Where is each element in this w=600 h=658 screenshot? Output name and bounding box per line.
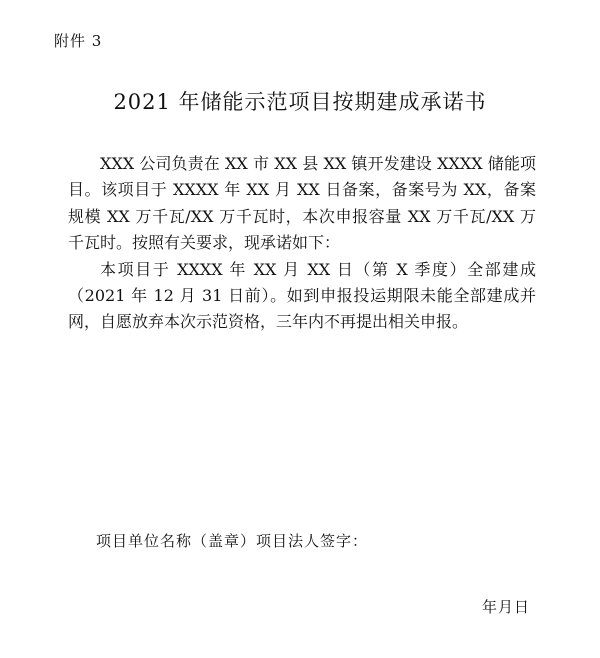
attachment-label: 附件 3 — [54, 32, 103, 50]
signature-label: 项目单位名称（盖章）项目法人签字： — [96, 532, 369, 550]
date-label: 年月日 — [482, 598, 531, 616]
document-title: 2021 年储能示范项目按期建成承诺书 — [113, 90, 487, 114]
document-body — [68, 151, 536, 336]
body-paragraph-1: XXX 公司负责在 XX 市 XX 县 XX 镇开发建设 XXXX 储能项目。该项目于 XXXX 年 XX 月 XX 日备案，备案号为 XX，备案规模 XX 万千瓦/XX 万千瓦时，本次申报容量 XX 万千瓦/XX 万千瓦时。按照有关要求，现承诺如下： — [68, 154, 536, 253]
body-paragraph-2: 本项目于 XXXX 年 XX 月 XX 日（第 X 季度）全部建成（2021 年 12 月 31 日前）。如到申报投运期限未能全部建成并网，自愿放弃本次示范资格，三年内不再提出相关申报。 — [68, 259, 536, 332]
